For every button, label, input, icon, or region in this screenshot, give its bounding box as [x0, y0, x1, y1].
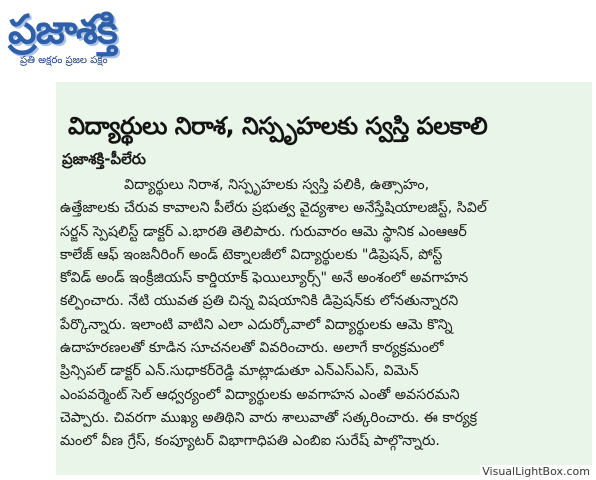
article-line: కల్పించారు. నేటి యువత ప్రతి చిన్న విషయానికి డిప్రెషన్‌కు లోనతున్నారని [60, 293, 459, 310]
article-line: ఉత్తేజాలకు చేరువ కావాలని పీలేరు ప్రభుత్వ వైద్యశాల అనేస్తేషియాలజిస్ట్, సివిల్ [60, 200, 487, 217]
article-headline: విద్యార్థులు నిరాశ, నిస్పృహలకు స్వస్తి పలకాలి [68, 112, 488, 140]
article-line: పేర్కొన్నారు. ఇలాంటి వాటిని ఎలా ఎదుర్కోవాలో విద్యార్థులకు ఆమె కొన్ని [60, 316, 453, 333]
article-line: ఎంపవర్మెంట్ సెల్ ఆధ్వర్యంలో విద్యార్థులకు అవగాహన ఎంతో అవసరమని [60, 386, 460, 403]
article-line: చెప్పారు. చివరగా ముఖ్య అతిథిని వారు శాలువాతో సత్కరించారు. ఈ కార్యక్ర [60, 409, 478, 426]
article-body [60, 174, 584, 454]
article-line: విద్యార్థులు నిరాశ, నిస్పృహలకు స్వస్తి పలికి, ఉత్సాహం, [124, 177, 430, 193]
news-clipping [56, 82, 592, 475]
masthead [8, 4, 178, 74]
article-line: ఉదాహరణలతో కూడిన సూచనలతో వివరించారు. అలాగే కార్యక్రమంలో [60, 340, 444, 357]
newspaper-logo: ప్రజాశక్తి [8, 7, 117, 53]
article-line: కాలేజ్ ఆఫ్ ఇంజనీరింగ్ అండ్ టెక్నాలజీలో విద్యార్థులకు "డిప్రెషన్, పోస్ట్ [60, 246, 443, 263]
article-line: కోవిడ్ అండ్ ఇంక్రీజియస్ కార్డియాక్ ఫెయిల్యూర్స్" అనే అంశంలో అవగాహన [60, 270, 469, 287]
article-byline: ప్రజాశక్తి-పీలేరు [62, 150, 146, 168]
article-line: ప్రిన్సిపల్ డాక్టర్ ఎన్.సుధాకర్‌రెడ్డి మాట్లాడుతూ ఎన్ఎస్ఎస్, విమెన్ [60, 363, 419, 380]
article-line: సర్జన్ స్పెషలిస్ట్ డాక్టర్ ఎ.భారతి తెలిపారు. గురువారం ఆమె స్థానిక ఎంఆఆర్ [60, 223, 467, 240]
watermark-link[interactable]: VisualLightBox.com [482, 465, 590, 478]
article-line: మంలో వీణ గ్రేస్, కంప్యూటర్ విభాగాధిపతి ఎంబిఐ సురేష్ పాల్గొన్నారు. [60, 433, 440, 450]
newspaper-tagline: ప్రతి అక్షరం ప్రజల పక్షం [20, 55, 108, 66]
